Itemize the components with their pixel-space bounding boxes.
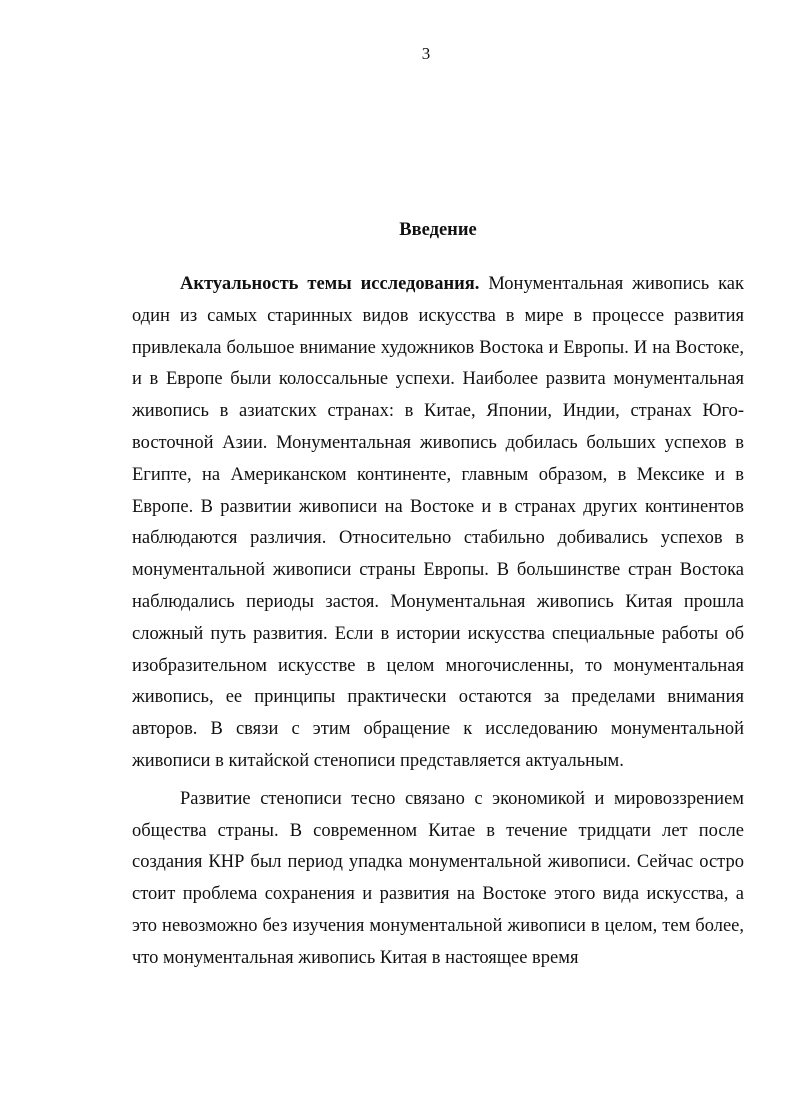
page-number: 3: [421, 44, 431, 63]
document-body: [132, 214, 744, 975]
section-heading: Введение: [399, 220, 477, 240]
paragraph-relevance: [132, 269, 744, 778]
paragraph-text: Развитие стенописи тесно связано с экономикой и мировоззрением общества страны. В современном Китае в течение тридцати лет после создания КНР был период упадка монументальной живописи. Сейчас остро стоит проблема сохранения и развития на Востоке этого вида искусства, а это невозможно без изучения монументальной живописи в целом, тем более, что монументальная живопись Китая в настоящее время: [132, 788, 744, 968]
paragraph-text: Монументальная живопись как один из самых старинных видов искусства в мире в процессе развития привлекала большое внимание художников Востока и Европы. И на Востоке, и в Европе были колоссальные успехи. Наиболее развита монументальная живопись в азиатских странах: в Китае, Японии, Индии, странах Юго-восточной Азии. Монументальная живопись добилась больших успехов в Египте, на Американском континенте, главным образом, в Мексике и в Европе. В развитии живописи на Востоке и в странах других континентов наблюдаются различия. Относительно стабильно добивались успехов в монументальной живописи страны Европы. В большинстве стран Востока наблюдались периоды застоя. Монументальная живопись Китая прошла сложный путь развития. Если в истории искусства специальные работы об изобразительном искусстве в целом многочисленны, то монументальная живопись, ее принципы практически остаются за пределами внимания авторов. В связи с этим обращение к исследованию монументальной живописи в китайской стенописи представляется актуальным.: [132, 274, 744, 771]
paragraph-development: [132, 784, 744, 975]
paragraph-lead: Актуальность темы исследования.: [180, 274, 480, 294]
